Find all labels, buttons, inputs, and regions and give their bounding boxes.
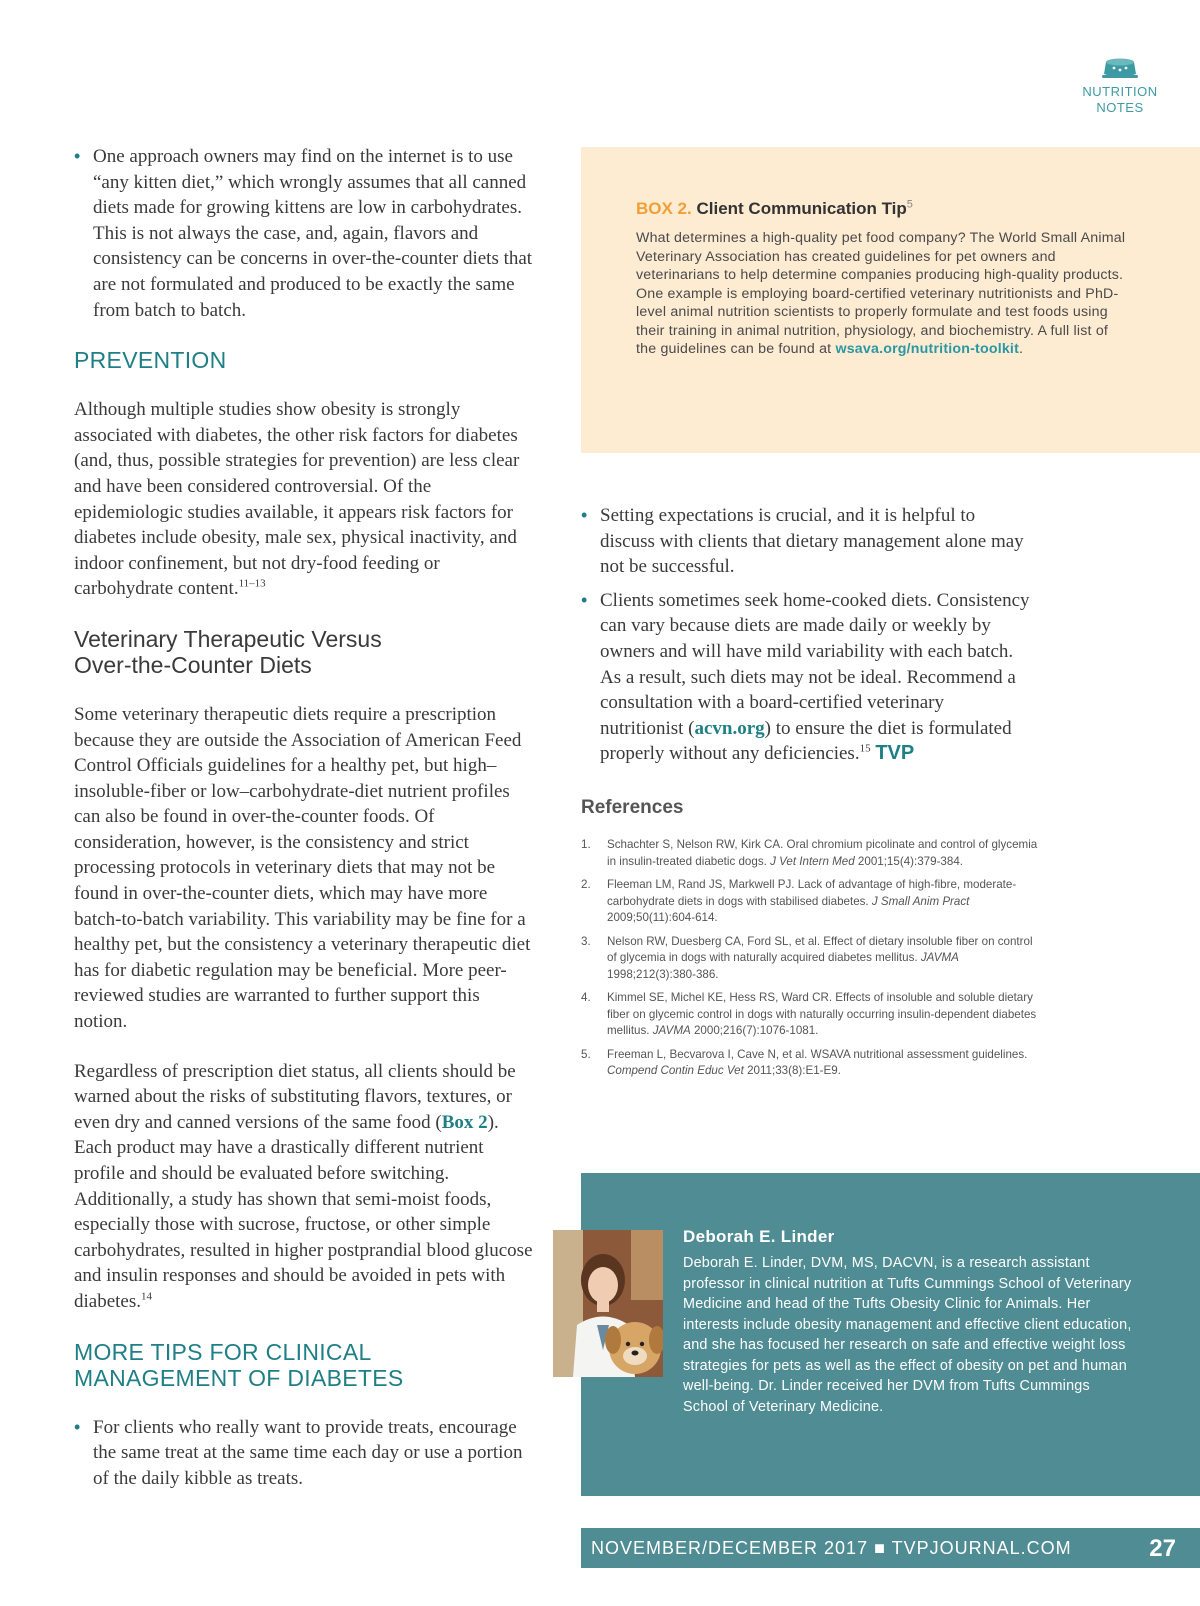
box2-citation: 5 <box>906 198 913 211</box>
home-cooked-citation: 15 <box>859 743 871 756</box>
reference-item <box>581 990 1041 1040</box>
reference-tail: 1998;212(3):380-386. <box>607 967 719 981</box>
reference-tail: 2011;33(8):E1-E9. <box>743 1064 841 1077</box>
wsava-link[interactable]: wsava.org/nutrition-toolkit <box>835 341 1020 357</box>
badge-line2: NOTES <box>1096 100 1144 115</box>
box2-callout <box>581 147 1200 453</box>
reference-journal: JAVMA <box>652 1024 691 1037</box>
reference-item <box>581 877 1041 927</box>
vet-heading-line2: Over-the-Counter Diets <box>74 651 312 678</box>
tips-heading-line2: MANAGEMENT OF DIABETES <box>74 1364 404 1391</box>
reference-journal: JAVMA <box>920 951 959 964</box>
nutrition-notes-badge <box>1058 54 1182 116</box>
prevention-heading: PREVENTION <box>74 347 227 374</box>
reference-number: 3. <box>581 934 591 948</box>
pet-bowl-icon <box>1098 54 1142 84</box>
author-with-dog-image <box>553 1230 663 1377</box>
right-column-bullets <box>581 503 1031 767</box>
reference-item <box>581 934 1041 984</box>
references-section <box>581 797 1041 1087</box>
references-list <box>581 837 1041 1080</box>
reference-tail: 2009;50(11):604-614. <box>607 911 718 924</box>
references-heading: References <box>581 797 684 818</box>
more-tips-heading <box>74 1339 534 1391</box>
footer-issue: NOVEMBER/DECEMBER 2017 ■ TVPJOURNAL.COM <box>591 1538 1072 1558</box>
acvn-link[interactable]: acvn.org <box>694 717 765 739</box>
home-cooked-start: Clients sometimes seek home-cooked diets. Consistency can vary because diets are made daily or weekly by owners and will have mild variability with each batch. As a result, such diets may not be ideal. Recommend a consultation with a board-certified veterinary nutritionist ( <box>600 589 1030 739</box>
prevention-citation: 11–13 <box>238 577 266 590</box>
vet-diets-heading <box>74 626 534 678</box>
treats-bullet: • For clients who really want to provide treats, encourage the same treat at the same time each day or use a portion of the daily kibble as treats. <box>74 1415 534 1492</box>
reference-journal: J Vet Intern Med <box>770 854 855 868</box>
page-number: 27 <box>1149 1535 1176 1562</box>
reference-number: 4. <box>581 991 591 1004</box>
reference-item <box>581 1047 1041 1080</box>
vet-diets-paragraph-2 <box>74 1059 534 1315</box>
reference-text: Fleeman LM, Rand JS, Markwell PJ. Lack of advantage of high-fibre, moderate-carbohydrate diets in dogs with stabilised diabetes. <box>607 878 1017 908</box>
box2-title-text: Client Communication Tip <box>696 199 907 218</box>
box2-link[interactable]: Box 2 <box>441 1111 488 1133</box>
author-photo <box>553 1230 663 1377</box>
author-name: Deborah E. Linder <box>683 1227 835 1246</box>
author-bio: Deborah E. Linder, DVM, MS, DACVN, is a research assistant professor in clinical nutrition at Tufts Cummings School of Veterinary Medicine and head of the Tufts Obesity Clinic for Animals. Her interests include obesity management and effective client education, and she has focused her research on safe and effective weight loss strategies for pets as well as the effect of obesity on pet and human well-being. Dr. Linder received her DVM from Tufts Cummings School of Veterinary Medicine. <box>683 1255 1132 1415</box>
vet-heading-line1: Veterinary Therapeutic Versus <box>74 625 382 652</box>
tips-heading-line1: MORE TIPS FOR CLINICAL <box>74 1338 372 1365</box>
box2-label: BOX 2. <box>636 199 692 218</box>
kitten-diet-bullet: • One approach owners may find on the internet is to use “any kitten diet,” which wrongly assumes that all canned diets made for growing kittens are low in carbohydrates. This is not always the case, and, again, flavors and consistency can be concerns in over-the-counter diets that are not formulated and produced to be exactly the same from batch to batch. <box>74 144 534 323</box>
page-footer <box>581 1528 1200 1568</box>
tvp-end-mark: TVP <box>875 742 915 765</box>
box2-end: . <box>1019 341 1024 357</box>
reference-journal: J Small Anim Pract <box>871 894 970 908</box>
reference-text: Freeman L, Becvarova I, Cave N, et al. WSAVA nutritional assessment guidelines. <box>607 1047 1028 1061</box>
reference-tail: 2000;216(7):1076-1081. <box>690 1024 819 1037</box>
prevention-paragraph <box>74 397 534 602</box>
reference-text: Kimmel SE, Michel KE, Hess RS, Ward CR. Effects of insoluble and soluble dietary fiber on glycemic control in dogs with naturally occurring insulin-dependent diabetes mellitus. <box>607 991 1037 1037</box>
vet-diets-paragraph-1: Some veterinary therapeutic diets require a prescription because they are outside the Association of American Feed Control Officials guidelines for a healthy pet, but high–insoluble-fiber or low–carbohydrate-diet nutrient profiles can also be found in over-the-counter foods. Of consideration, however, is the consistency and strict processing protocols in veterinary diets that may not be found in over-the-counter diets, which may have more batch-to-batch variability. This variability may be fine for a healthy pet, but the consistency a veterinary therapeutic diet has for diabetic regulation may be beneficial. More peer-reviewed studies are warranted to further support this notion. <box>74 703 531 1033</box>
vet-para2-end: ). Each product may have a drastically different nutrient profile and should be evaluated before switching. Additionally, a study has shown that semi-moist foods, especially those with sucrose, fructose, or other simple carbohydrates, resulted in higher postprandial blood glucose and insulin responses and should be avoided in pets with diabetes. <box>74 1111 533 1312</box>
home-cooked-bullet <box>581 588 1031 767</box>
reference-text: Nelson RW, Duesberg CA, Ford SL, et al. Effect of dietary insoluble fiber on control of glycemia in dogs with naturally acquired diabetes mellitus. <box>607 934 1033 964</box>
vet-para2-citation: 14 <box>141 1290 153 1303</box>
box2-title <box>636 199 1126 219</box>
vet-para2-start: Regardless of prescription diet status, all clients should be warned about the risks of substituting flavors, textures, or even dry and canned versions of the same food ( <box>74 1060 516 1133</box>
reference-number: 1. <box>581 838 591 851</box>
reference-journal: Compend Contin Educ Vet <box>607 1064 744 1077</box>
author-bio-box <box>581 1173 1200 1496</box>
left-column <box>74 144 534 1491</box>
reference-item <box>581 837 1041 870</box>
box2-body: What determines a high-quality pet food company? The World Small Animal Veterinary Association has created guidelines for pet owners and veterinarians to help determine companies producing high-quality products. One example is employing board-certified veterinary nutritionists and PhD-level animal nutrition scientists to properly formulate and test foods using their training in animal nutrition, physiology, and biochemistry. A full list of the guidelines can be found at <box>636 230 1126 357</box>
box2-text <box>636 229 1126 359</box>
reference-number: 2. <box>581 878 591 891</box>
home-cooked-end: ) to ensure the diet is formulated properly without any deficiencies. <box>600 717 1012 765</box>
badge-line1: NUTRITION <box>1082 84 1158 99</box>
expectations-bullet: • Setting expectations is crucial, and it is helpful to discuss with clients that dietary management alone may not be successful. <box>581 503 1031 580</box>
reference-tail: 2001;15(4):379-384. <box>854 854 963 868</box>
prevention-text: Although multiple studies show obesity is strongly associated with diabetes, the other risk factors for diabetes (and, thus, possible strategies for prevention) are less clear and have been considered controversial. Of the epidemiologic studies available, it appears risk factors for diabetes include obesity, male sex, physical inactivity, and indoor confinement, but not dry-food feeding or carbohydrate content. <box>74 399 520 600</box>
reference-text: Schachter S, Nelson RW, Kirk CA. Oral chromium picolinate and control of glycemia in insulin-treated diabetic dogs. <box>607 838 1038 868</box>
reference-number: 5. <box>581 1047 591 1061</box>
